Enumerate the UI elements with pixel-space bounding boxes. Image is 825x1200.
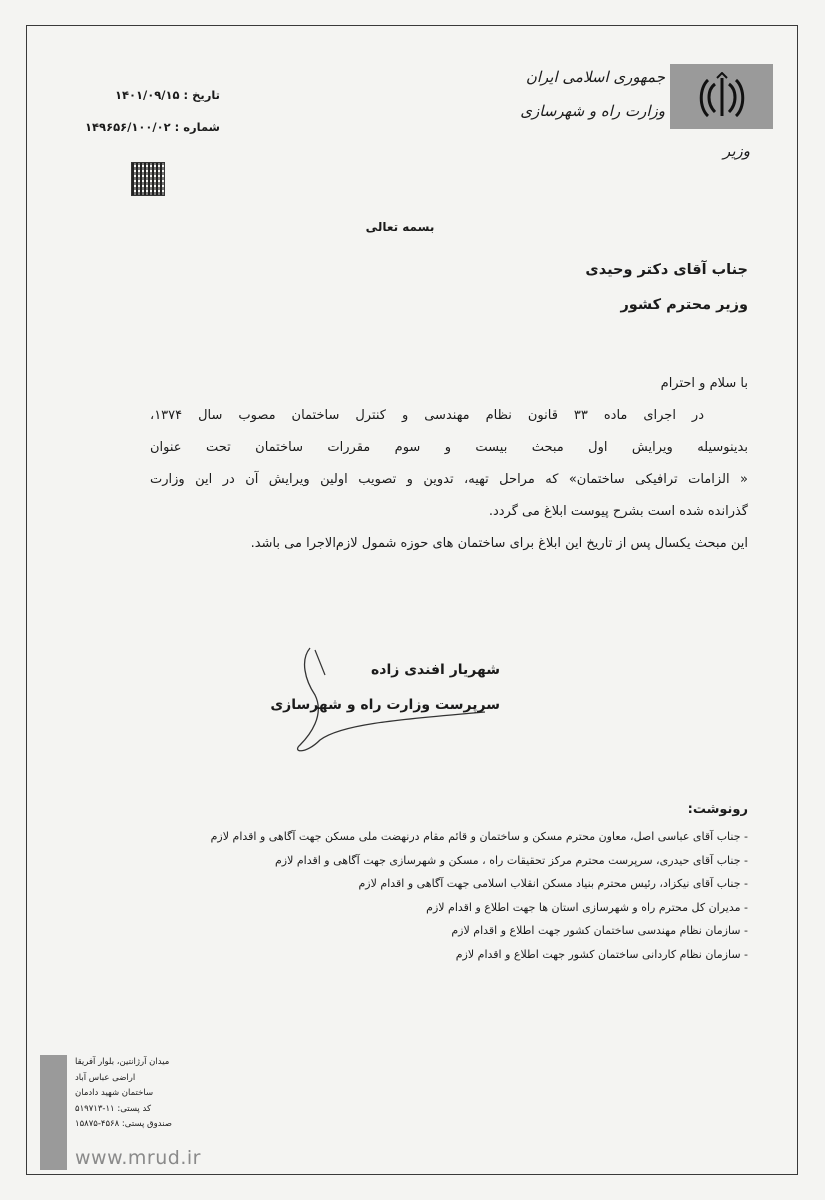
cc-item: - سازمان نظام کاردانی ساختمان کشور جهت اطلاع و اقدام لازم: [455, 947, 748, 961]
bismillah: بسمه تعالی: [365, 220, 435, 234]
republic-title: جمهوری اسلامی ایران: [525, 68, 665, 86]
ministry-title: وزارت راه و شهرسازی: [520, 102, 665, 120]
cc-item: - جناب آقای نیکزاد، رئیس محترم بنیاد مسکن انقلاب اسلامی جهت آگاهی و اقدام لازم: [358, 877, 748, 890]
cc-title: رونوشت:: [687, 802, 748, 817]
body-line: بدینوسیله ویرایش اول مبحث بیست و سوم مقررات ساختمان تحت عنوان: [150, 440, 748, 455]
number-line: شماره : ۱۴۹۶۵۶/۱۰۰/۰۲: [85, 120, 220, 134]
footer-address-line: صندوق پستی: ۴۵۶۸-۱۵۸۷۵: [75, 1119, 172, 1129]
cc-list: [170, 825, 748, 966]
minister-title: وزیر: [723, 142, 750, 160]
signer-title: سرپرست وزارت راه و شهرسازی: [270, 697, 500, 713]
cc-item: - جناب آقای عباسی اصل، معاون محترم مسکن و ساختمان و قائم مقام درنهضت ملی مسکن جهت آگاهی و اقدام لازم: [210, 830, 748, 843]
greeting: با سلام و احترام: [660, 376, 748, 391]
body-line: این مبحث یکسال پس از تاریخ این ابلاغ برای ساختمان های حوزه شمول لازم‌الاجرا می باشد.: [250, 536, 748, 551]
body-line: گذرانده شده است بشرح پیوست ابلاغ می گردد.: [488, 504, 748, 519]
addressee-name: جناب آقای دکتر وحیدی: [585, 262, 748, 278]
iran-emblem-icon: [670, 64, 773, 129]
letter-body: [150, 368, 748, 560]
footer-address-line: ساختمان شهید دادمان: [75, 1088, 154, 1098]
footer-address-line: میدان آرژانتین، بلوار آفریقا: [75, 1057, 170, 1067]
body-line: در اجرای ماده ۳۳ قانون نظام مهندسی و کنترل ساختمان مصوب سال ۱۳۷۴،: [150, 408, 704, 423]
addressee-title: وزیر محترم کشور: [620, 297, 748, 313]
qr-code-icon: [131, 162, 165, 196]
footer-address-line: کد پستی: ۱۱-۵۱۹۷۱۳: [75, 1103, 151, 1114]
signer-name: شهریار افندی زاده: [371, 662, 500, 678]
page-border: [26, 25, 798, 1175]
footer-address-line: اراضی عباس آباد: [75, 1072, 136, 1083]
cc-item: - جناب آقای حیدری، سرپرست محترم مرکز تحقیقات راه ، مسکن و شهرسازی جهت آگاهی و اقدام لازم: [274, 853, 748, 867]
cc-item: - مدیران کل محترم راه و شهرسازی استان ها جهت اطلاع و اقدام لازم: [426, 900, 748, 914]
body-line: « الزامات ترافیکی ساختمان» که مراحل تهیه، تدوین و تصویب اولین ویرایش آن در این وزارت: [150, 472, 748, 487]
footer-address: [75, 1055, 205, 1133]
date-line: تاریخ : ۱۴۰۱/۰۹/۱۵: [114, 88, 220, 102]
cc-item: - سازمان نظام مهندسی ساختمان کشور جهت اطلاع و اقدام لازم: [451, 924, 748, 937]
website-link[interactable]: www.mrud.ir: [75, 1147, 201, 1169]
footer-bar: [40, 1055, 67, 1170]
